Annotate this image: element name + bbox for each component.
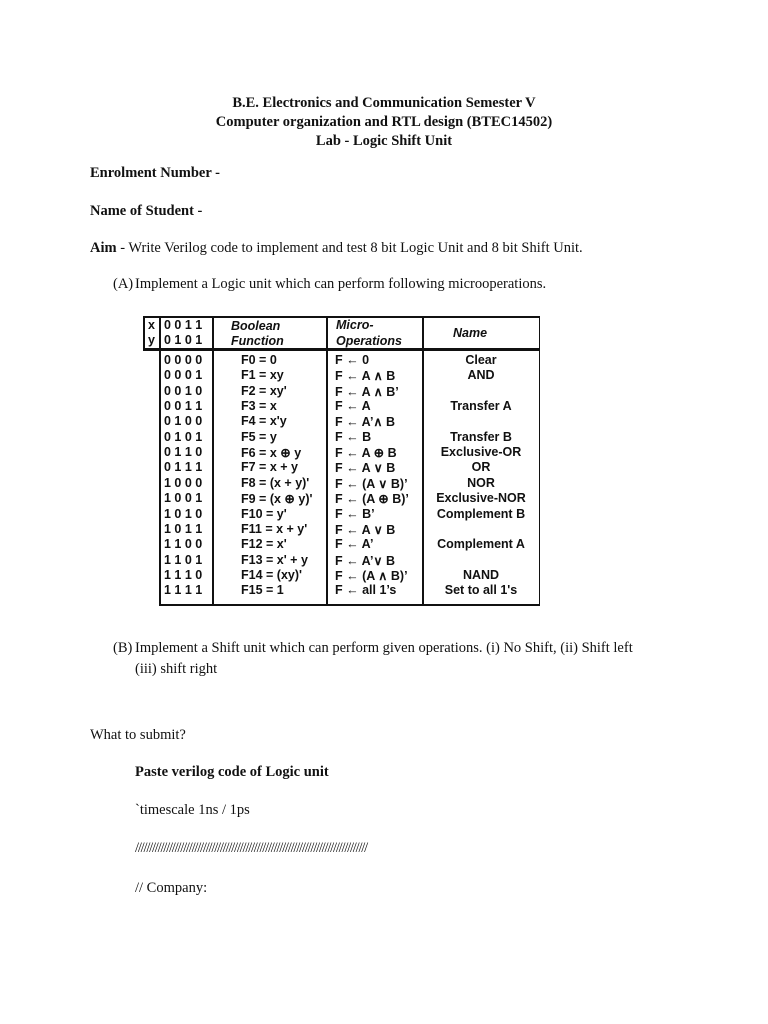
row-boolean-function: F15 = 1 — [241, 583, 284, 598]
row-micro-operation: F ← B’ — [335, 506, 375, 521]
row-boolean-function: F13 = x' + y — [241, 552, 308, 567]
row-bits: 1 0 0 0 — [164, 475, 203, 490]
table-function-divider — [326, 316, 328, 606]
row-bits: 1 1 0 0 — [164, 537, 203, 552]
row-name: Exclusive-NOR — [436, 491, 526, 506]
row-name: Set to all 1's — [444, 583, 518, 598]
row-name: Transfer A — [450, 399, 512, 414]
row-bits: 0 0 0 0 — [164, 353, 203, 367]
row-boolean-function: F4 = x'y — [241, 414, 287, 429]
row-boolean-function: F7 = x + y — [241, 460, 298, 475]
submit-question: What to submit? — [90, 727, 186, 743]
row-micro-operation: F ← (A ∨ B)’ — [335, 476, 408, 491]
row-name: Complement B — [436, 506, 526, 521]
code-comment-divider: ////////////////////////////////////////////////////////////////////////////////// — [135, 840, 367, 856]
row-micro-operation: F ← all 1’s — [335, 583, 397, 598]
row-boolean-function: F12 = x' — [241, 537, 287, 552]
row-micro-operation: F ← A — [335, 399, 371, 414]
x-label: x — [148, 318, 155, 332]
row-bits: 0 0 1 0 — [164, 383, 203, 398]
part-b-text-line-2: (iii) shift right — [135, 661, 218, 677]
y-label: y — [148, 333, 155, 347]
row-name: Complement A — [437, 537, 525, 552]
doc-title-line-1: B.E. Electronics and Communication Semester V — [232, 95, 536, 111]
row-micro-operation: F ← A ⊕ B — [335, 446, 397, 461]
row-name: Transfer B — [450, 429, 512, 444]
aim-text: - Write Verilog code to implement and test 8 bit Logic Unit and 8 bit Shift Unit. — [116, 240, 583, 256]
table-header-divider — [143, 348, 540, 351]
code-timescale-line: `timescale 1ns / 1ps — [135, 802, 250, 818]
header-operations: Operations — [336, 334, 402, 348]
row-bits: 0 1 1 1 — [164, 460, 203, 475]
row-bits: 0 1 0 0 — [164, 414, 203, 429]
row-boolean-function: F14 = (xy)' — [241, 567, 302, 582]
doc-title-line-2: Computer organization and RTL design (BTEC14502) — [215, 114, 553, 130]
part-a-text: Implement a Logic unit which can perform following microoperations. — [135, 276, 547, 292]
header-boolean: Boolean — [231, 319, 281, 333]
row-boolean-function: F11 = x + y' — [241, 521, 308, 536]
row-micro-operation: F ← A’∨ B — [335, 553, 396, 568]
row-micro-operation: F ← B — [335, 429, 372, 444]
aim-paragraph — [90, 240, 583, 257]
row-name: NAND — [462, 567, 500, 582]
row-boolean-function: F3 = x — [241, 399, 277, 414]
table-xy-divider — [159, 316, 161, 606]
x-bits: 0 0 1 1 — [164, 318, 203, 332]
row-micro-operation: F ← A ∨ B — [335, 522, 396, 537]
row-micro-operation: F ← (A ⊕ B)’ — [335, 492, 409, 507]
doc-title-line-3: Lab - Logic Shift Unit — [315, 133, 453, 149]
row-micro-operation: F ← A’ — [335, 537, 374, 552]
y-bits: 0 1 0 1 — [164, 333, 203, 347]
enrolment-number-label: Enrolment Number - — [90, 165, 220, 181]
row-name: AND — [467, 368, 495, 383]
aim-label: Aim — [90, 240, 117, 256]
row-micro-operation: F ← A’∧ B — [335, 415, 396, 430]
row-boolean-function: F5 = y — [241, 429, 277, 444]
table-left-border-top — [143, 316, 145, 350]
row-micro-operation: F ← A ∧ B — [335, 369, 396, 384]
row-bits: 0 0 1 1 — [164, 399, 203, 414]
row-boolean-function: F10 = y' — [241, 506, 287, 521]
row-boolean-function: F2 = xy' — [241, 383, 287, 398]
code-company-comment: // Company: — [135, 880, 208, 896]
part-b-marker: (B) — [113, 640, 133, 656]
row-bits: 1 0 1 1 — [164, 521, 203, 536]
row-micro-operation: F ← (A ∧ B)’ — [335, 568, 408, 583]
row-micro-operation: F ← A ∧ B’ — [335, 384, 399, 399]
row-boolean-function: F9 = (x ⊕ y)' — [241, 492, 313, 507]
row-bits: 0 1 0 1 — [164, 429, 203, 444]
table-right-border — [539, 316, 541, 606]
row-name: NOR — [467, 475, 495, 490]
part-a-marker: (A) — [113, 276, 134, 292]
row-bits: 1 1 1 0 — [164, 567, 203, 582]
row-micro-operation: F ← 0 — [335, 353, 370, 367]
row-bits: 1 0 0 1 — [164, 491, 203, 506]
row-micro-operation: F ← A ∨ B — [335, 461, 396, 476]
header-function: Function — [231, 334, 284, 348]
row-bits: 0 1 1 0 — [164, 445, 203, 460]
part-b-text-line-1: Implement a Shift unit which can perform given operations. (i) No Shift, (ii) Shift left — [135, 640, 633, 656]
row-bits: 1 1 0 1 — [164, 552, 203, 567]
row-bits: 0 0 0 1 — [164, 368, 203, 383]
row-name: Clear — [465, 353, 497, 367]
row-boolean-function: F6 = x ⊕ y — [241, 446, 302, 461]
table-operations-divider — [422, 316, 424, 606]
paste-logic-code-label: Paste verilog code of Logic unit — [135, 764, 329, 780]
row-boolean-function: F1 = xy — [241, 368, 284, 383]
table-bits-divider — [212, 316, 214, 606]
row-bits: 1 0 1 0 — [164, 506, 203, 521]
row-boolean-function: F0 = 0 — [241, 353, 277, 367]
row-name: OR — [471, 460, 491, 475]
student-name-label: Name of Student - — [90, 203, 203, 219]
row-name: Exclusive-OR — [440, 445, 522, 460]
row-bits: 1 1 1 1 — [164, 583, 203, 598]
row-boolean-function: F8 = (x + y)' — [241, 475, 310, 490]
logic-microoperations-table — [143, 316, 540, 606]
header-micro: Micro- — [336, 318, 374, 332]
header-name: Name — [453, 326, 488, 340]
table-bottom-border — [159, 604, 540, 606]
